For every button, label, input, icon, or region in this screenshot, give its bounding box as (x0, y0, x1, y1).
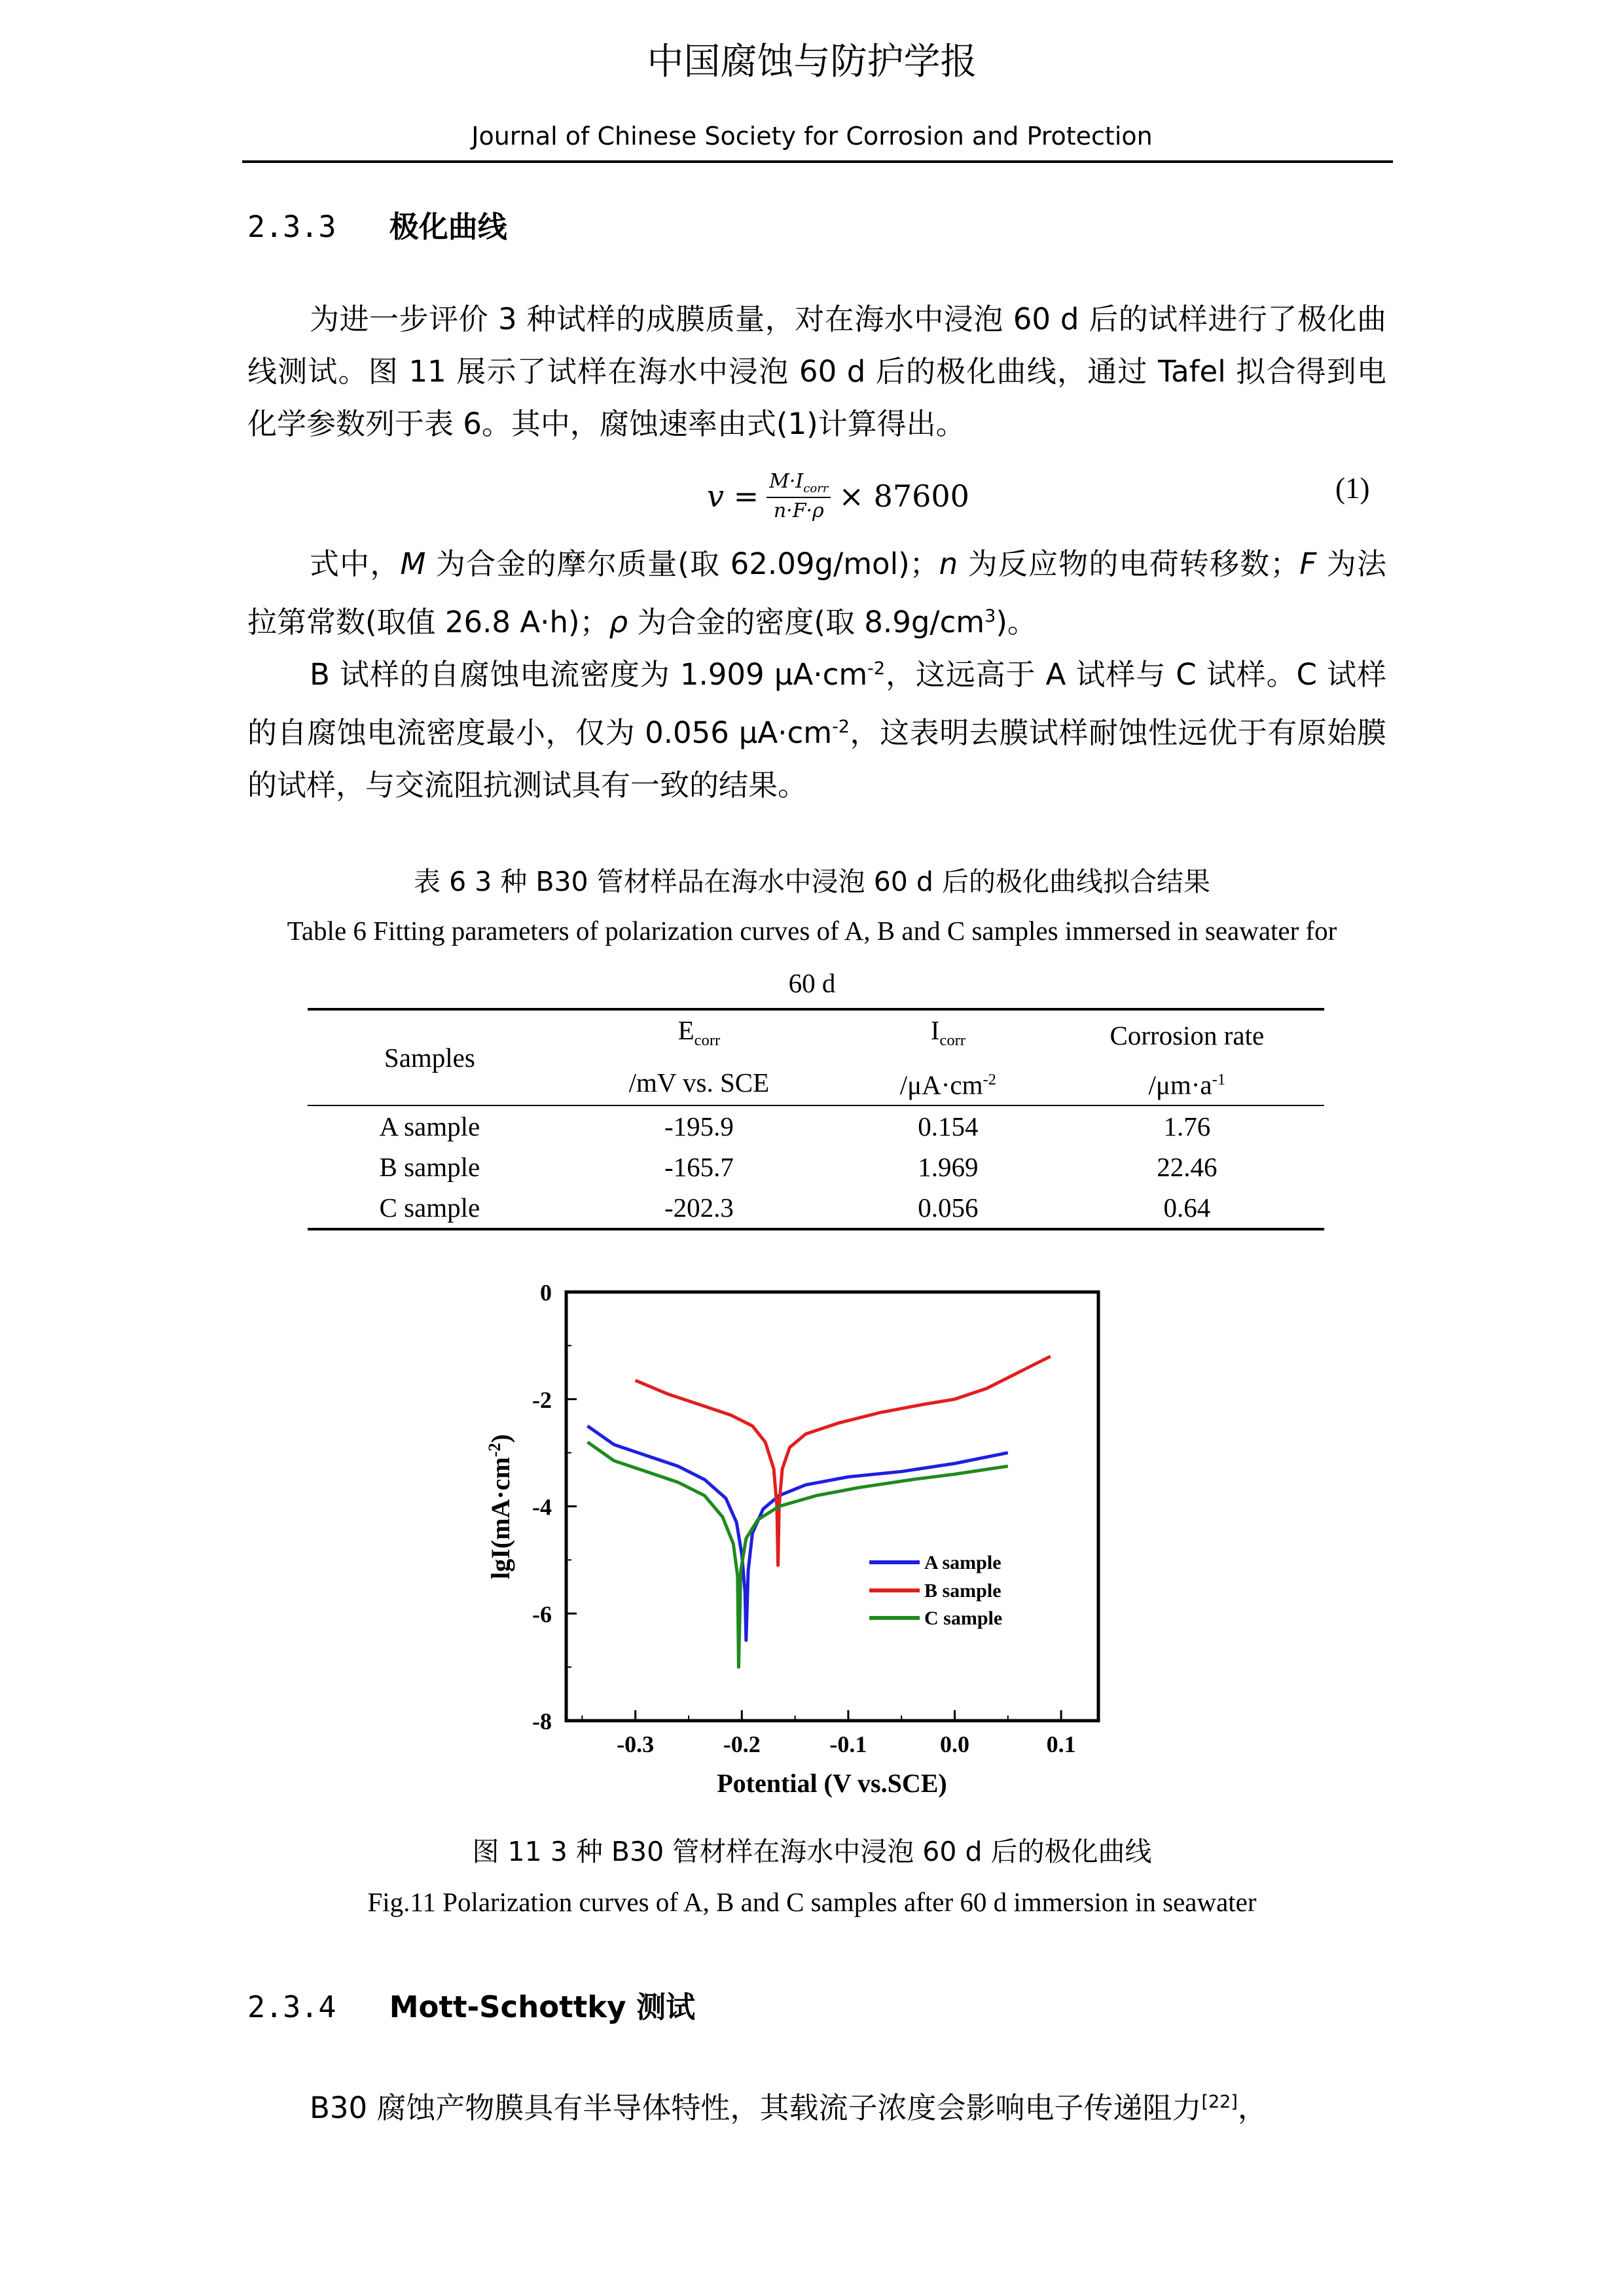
equation-1 (707, 470, 969, 522)
table-6 (308, 1008, 1324, 1230)
col-rate: Corrosion rate (1110, 1020, 1265, 1051)
y-tick-label: -4 (532, 1494, 552, 1520)
text-run: 式中， (310, 547, 401, 581)
y-tick-label: -8 (532, 1708, 552, 1734)
paragraph-4 (247, 2076, 1386, 2134)
text-run: 为合金的摩尔质量(取 62.09g/mol)； (425, 547, 939, 581)
text-run: ， (1237, 2090, 1267, 2125)
cell-icorr: 0.056 (918, 1192, 979, 1223)
var-rho: ρ (609, 605, 628, 639)
icorr-unit-sup: -2 (983, 1071, 996, 1089)
icorr-unit-text: /μA·cm (899, 1069, 983, 1100)
legend-label-b: B sample (924, 1580, 1001, 1602)
var-F: F (1299, 547, 1317, 581)
paragraph-2 (247, 538, 1386, 649)
section-number: 2.3.3 (247, 209, 336, 244)
cell-sample: A sample (379, 1111, 480, 1141)
text-run: B30 腐蚀产物膜具有半导体特性，其载流子浓度会影响电子传递阻力 (310, 2090, 1202, 2125)
table-caption-en: Table 6 Fitting parameters of polarization curves of A, B and C samples immersed in seawater for (287, 916, 1337, 946)
paragraph-text: 为进一步评价 3 种试样的成膜质量，对在海水中浸泡 60 d 后的试样进行了极化曲线测试。图 11 展示了试样在海水中浸泡 60 d 后的极化曲线，通过 Tafel 拟合得到电化学参数列于表 6。其中，腐蚀速率由式(1)计算得出。 (247, 302, 1386, 441)
cell-icorr: 0.154 (918, 1111, 979, 1141)
numerator-sub: corr (803, 482, 829, 495)
cell-icorr: 1.969 (918, 1151, 979, 1182)
icorr-label: I (930, 1015, 940, 1045)
col-samples: Samples (308, 1009, 552, 1105)
text-run: 为合金的密度(取 8.9g/cm (628, 605, 985, 639)
y-axis-label-text: lgI(mA·cm (486, 1457, 515, 1579)
superscript: [22] (1201, 2092, 1238, 2112)
figure-caption-cn: 图 11 3 种 B30 管材样在海水中浸泡 60 d 后的极化曲线 (472, 1836, 1152, 1867)
cell-ecorr: -165.7 (664, 1151, 734, 1182)
text-run: )。 (996, 605, 1037, 639)
ecorr-label: E (677, 1015, 695, 1045)
legend-label-a: A sample (924, 1552, 1001, 1573)
unit-ecorr: /mV vs. SCE (628, 1067, 770, 1098)
y-axis-label-close: ) (486, 1434, 515, 1443)
x-tick-label: -0.2 (723, 1731, 761, 1757)
numerator-text: M·I (769, 470, 804, 493)
ecorr-sub: corr (694, 1031, 721, 1050)
text-run: ，这表明去膜试样耐蚀性远优于有原始膜的试样，与交流阻抗测试具有一致的结果。 (247, 715, 1386, 802)
equation-numerator (767, 470, 831, 498)
cell-sample: B sample (379, 1151, 480, 1182)
y-tick-label: -2 (532, 1386, 552, 1413)
var-M: M (400, 547, 426, 581)
rate-unit-sup: -1 (1212, 1071, 1226, 1089)
paragraph-3 (247, 643, 1386, 812)
equation-number: (1) (1335, 472, 1370, 505)
polarization-chart (458, 1263, 1178, 1806)
paragraph-text (247, 538, 1386, 649)
section-number: 2.3.4 (247, 1990, 336, 2024)
table-header-row (308, 1009, 1324, 1060)
y-tick-label: -6 (532, 1601, 552, 1628)
x-axis-label: Potential (V vs.SCE) (717, 1768, 947, 1798)
cell-rate: 0.64 (1163, 1192, 1211, 1223)
y-tick-label: 0 (540, 1280, 552, 1306)
equation-lhs: v = (707, 478, 759, 514)
table-row (308, 1187, 1324, 1229)
var-n: n (939, 547, 958, 581)
x-tick-label: -0.1 (829, 1731, 867, 1757)
rate-unit-text: /μm·a (1148, 1069, 1212, 1100)
paragraph-text (247, 643, 1386, 812)
unit-icorr (846, 1060, 1050, 1105)
cell-ecorr: -195.9 (664, 1111, 734, 1141)
legend-label-c: C sample (924, 1607, 1003, 1629)
equation-rhs: × 87600 (839, 478, 969, 514)
text-run: 为反应物的电荷转移数； (958, 547, 1300, 581)
table-row (308, 1147, 1324, 1187)
superscript: -2 (867, 658, 886, 679)
legend (869, 1552, 1002, 1629)
superscript: -2 (832, 717, 850, 737)
axis-ticks (532, 1280, 1076, 1757)
table-caption-en-cont: 60 d (788, 968, 836, 998)
x-tick-label: 0.1 (1046, 1731, 1076, 1757)
x-tick-label: -0.3 (617, 1731, 655, 1757)
section-title: Mott-Schottky 测试 (389, 1990, 696, 2024)
cell-rate: 1.76 (1163, 1111, 1211, 1141)
unit-rate (1050, 1060, 1324, 1105)
cell-sample: C sample (379, 1192, 480, 1223)
cell-rate: 22.46 (1157, 1151, 1218, 1182)
section-heading-233 (247, 203, 507, 245)
series-line-b (636, 1356, 1051, 1565)
cell-ecorr: -202.3 (664, 1192, 734, 1223)
section-heading-234 (247, 1983, 695, 2026)
superscript: 3 (984, 606, 996, 626)
header-rule (242, 160, 1393, 163)
text-run: ，这远高于 A 试样与 C 试样。C 试样的自腐蚀电流密度最小，仅为 0.056 μA·cm (247, 657, 1386, 750)
section-title: 极化曲线 (389, 209, 507, 244)
paragraph-1 (247, 293, 1386, 450)
journal-title-cn: 中国腐蚀与防护学报 (647, 41, 977, 83)
equation-fraction (767, 470, 831, 522)
journal-title-en: Journal of Chinese Society for Corrosion and Protection (471, 122, 1153, 151)
col-icorr (846, 1009, 1050, 1060)
paragraph-text (247, 2076, 1386, 2134)
y-axis-label-sup: -2 (485, 1443, 504, 1458)
y-axis-label (485, 1434, 515, 1579)
text-run: B 试样的自腐蚀电流密度为 1.909 μA·cm (310, 657, 868, 692)
figure-caption-en: Fig.11 Polarization curves of A, B and C samples after 60 d immersion in seawater (367, 1887, 1257, 1917)
table-row (308, 1105, 1324, 1147)
equation-denominator: n·F·ρ (773, 499, 824, 522)
icorr-sub: corr (939, 1031, 965, 1050)
plot-frame (566, 1292, 1098, 1721)
table-caption-cn: 表 6 3 种 B30 管材样品在海水中浸泡 60 d 后的极化曲线拟合结果 (414, 866, 1210, 897)
col-ecorr (552, 1009, 846, 1060)
text-run: 为法拉第常数(取值 26.8 A·h)； (247, 547, 1386, 639)
x-tick-label: 0.0 (939, 1731, 969, 1757)
